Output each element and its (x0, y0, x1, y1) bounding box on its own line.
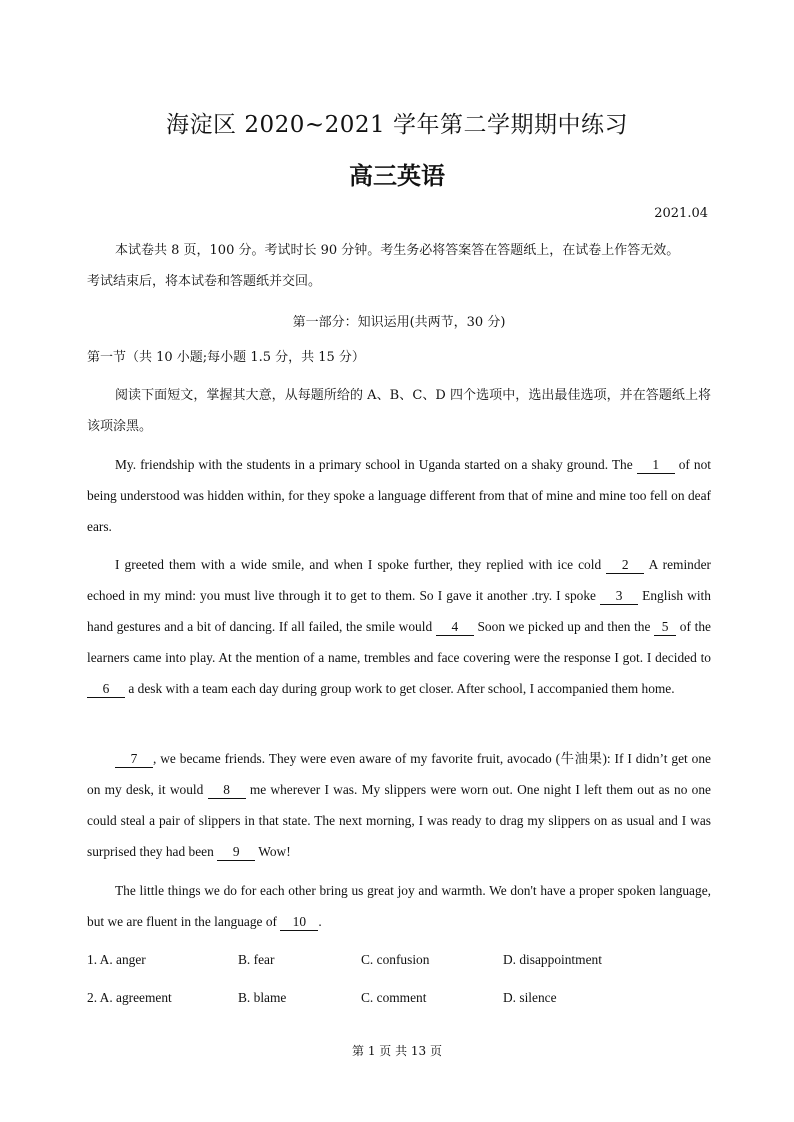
passage-paragraph-4 (87, 875, 711, 937)
option-d: D. disappointment (503, 952, 602, 967)
exam-subject-title: 高三英语 (349, 161, 445, 190)
passage-text: , we became friends. They were even aware of my favorite fruit, avocado (牛油果): If I didn’t get one on my desk, it would (87, 751, 711, 797)
passage-text: English with hand gestures and a bit of dancing. If all failed, the smile would (87, 588, 711, 634)
passage-paragraph-1 (87, 449, 711, 542)
page-number: 第 1 页 共 13 页 (352, 1044, 442, 1058)
notice-line-2: 考试结束后，将本试卷和答题纸并交回。 (87, 274, 322, 289)
option-a: 1. A. anger (87, 952, 146, 967)
passage-text: Soon we picked up and then the (477, 619, 651, 634)
passage-text: A reminder echoed in my mind: you must live through it to get to them. So I gave it another .try. I spoke (87, 557, 711, 603)
blank-5: 5 (654, 619, 676, 636)
passage-paragraph-3 (87, 743, 711, 867)
option-d: D. silence (503, 990, 557, 1005)
option-c: C. comment (361, 990, 427, 1005)
passage-text: a desk with a team each day during group work to get closer. After school, I accompanied them home. (128, 681, 675, 696)
blank-7: 7 (115, 751, 153, 768)
question-options (87, 952, 711, 1028)
blank-9: 9 (217, 844, 255, 861)
passage-text: Wow! (258, 844, 291, 859)
blank-6: 6 (87, 681, 125, 698)
option-b: B. fear (238, 952, 275, 967)
exam-title: 海淀区 2020~2021 学年第二学期期中练习 (166, 112, 628, 138)
blank-2: 2 (606, 557, 644, 574)
option-a: 2. A. agreement (87, 990, 172, 1005)
blank-8: 8 (208, 782, 246, 799)
passage-text: me wherever I was. My slippers were worn out. One night I left them out as no one could steal a pair of slippers in that state. The next morning, I was ready to drag my slippers on as usual and I was surprised they had been (87, 782, 711, 859)
passage-text: . (318, 914, 322, 929)
blank-3: 3 (600, 588, 638, 605)
passage-text: The little things we do for each other bring us great joy and warmth. We don't have a proper spoken language, but we are fluent in the language of (87, 883, 711, 929)
notice-line-1: 本试卷共 8 页，100 分。考试时长 90 分钟。考生务必将答案答在答题纸上，在试卷上作答无效。 (115, 243, 680, 258)
blank-10: 10 (280, 914, 318, 931)
section-heading: 第一节（共 10 小题;每小题 1.5 分，共 15 分） (87, 350, 365, 365)
option-b: B. blame (238, 990, 287, 1005)
passage-paragraph-2 (87, 549, 711, 704)
exam-notice (87, 235, 711, 297)
part-heading: 第一部分：知识运用(共两节，30 分) (292, 315, 506, 330)
option-c: C. confusion (361, 952, 430, 967)
blank-1: 1 (637, 457, 675, 474)
exam-date: 2021.04 (654, 206, 708, 221)
question-row (87, 990, 711, 1028)
question-row (87, 952, 711, 990)
blank-4: 4 (436, 619, 474, 636)
passage-text: I greeted them with a wide smile, and when I spoke further, they replied with ice cold (115, 557, 602, 572)
passage-text: of the learners came into play. At the mention of a name, trembles and face covering were the response I got. I decided to (87, 619, 711, 665)
directions: 阅读下面短文，掌握其大意，从每题所给的 A、B、C、D 四个选项中，选出最佳选项，并在答题纸上将该项涂黑。 (87, 388, 711, 434)
passage-text: of not being understood was hidden within, for they spoke a language different from that of mine and mine too fell on deaf ears. (87, 457, 711, 534)
passage-text: My. friendship with the students in a primary school in Uganda started on a shaky ground. The (115, 457, 633, 472)
